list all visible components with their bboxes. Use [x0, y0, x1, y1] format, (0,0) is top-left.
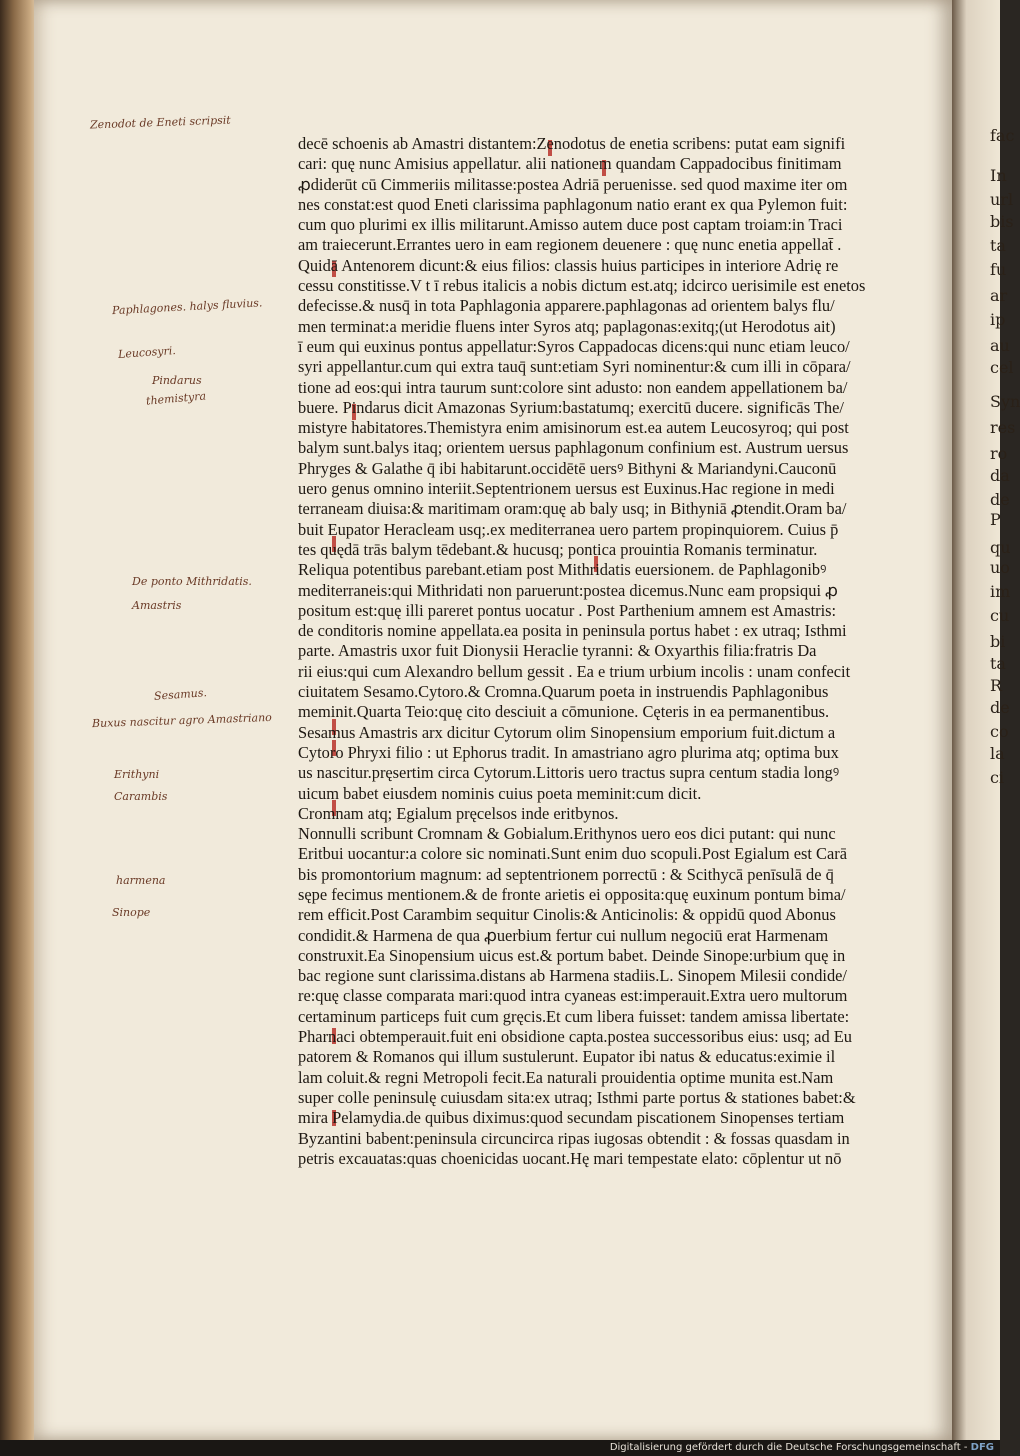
marginal-note: Buxus nascitur agro Amastriano [91, 710, 273, 731]
text-line: parte. Amastris uxor fuit Dionysii Heraclie tyranni: & Oxyarthis filia:fratris Da [298, 641, 817, 661]
facing-page-fragment: de [990, 698, 1010, 717]
facing-page-fragment: im [990, 582, 1011, 601]
text-line: ciuitatem Sesamo.Cytoro.& Cromna.Quarum poeta in instruendis Paphlagonibus [298, 682, 829, 702]
text-line: re:quę classe comparata mari:quod intra cyaneas est:imperauit.Extra uero multorum [298, 986, 848, 1006]
marginal-note: Leucosyri. [117, 343, 177, 362]
text-line: rii eius:qui cum Alexandro bellum gessit . Ea e trium urbium incolis : unam confecit [298, 661, 851, 681]
text-line: condidit.& Harmena de qua ꝓuerbium fertur cui nullum negociū erat Harmenam [298, 925, 829, 945]
text-line: cari: quę nunc Amisius appellatur. alii nationem quandam Cappadocibus finitimam [298, 154, 842, 174]
facing-page-fragment: cel [990, 358, 1014, 377]
text-line: nes constat:est quod Eneti clarissima paphlagonum natio erant ex qua Pylemon fuit: [298, 194, 848, 214]
text-line: ī eum qui euxinus pontus appellatur:Syros Cappadocas dicens:qui nunc etiam leuco/ [298, 336, 850, 356]
facing-page-edge [952, 0, 1020, 1440]
marginal-note: Carambis [114, 790, 168, 803]
facing-page-fragment: ci [990, 768, 1005, 787]
text-line: mistyre habitatores.Themistyra enim amisinorum est.ea autem Leucosyroq; qui post [298, 418, 849, 438]
facing-page-fragment: P [990, 510, 1001, 529]
text-line: petris excauatas:quas choenicidas uocant.Hę mari tempestate elato: cōplentur ut nō [298, 1148, 842, 1168]
marginal-note: Pindarus [152, 374, 202, 387]
facing-page-fragment: co [990, 722, 1009, 741]
facing-page-fragment: uo [990, 558, 1010, 577]
text-line: Reliqua potentibus parebant.etiam post Mithridatis euersionem. de Paphlagonibꝰ [298, 560, 827, 580]
text-line: rem efficit.Post Carambim sequitur Cinolis:& Anticinolis: & oppidū quod Abonus [298, 905, 836, 925]
text-line: syri appellantur.cum qui extra tauq̄ sunt:etiam Syri nominentur:& cum illi in cōpara/ [298, 357, 851, 377]
facing-page-fragment: ar [990, 286, 1008, 305]
digitization-footer [0, 1440, 1000, 1456]
facing-page-fragment: ta [990, 654, 1006, 673]
facing-page-fragment: da [990, 466, 1010, 485]
text-line: bac regione sunt clarissima.distans ab Harmena stadiis.L. Sinopem Milesii condide/ [298, 966, 847, 986]
text-line: Nonnulli scribunt Cromnam & Gobialum.Erithynos uero eos dici putant: qui nunc [298, 824, 836, 844]
text-line: meminit.Quarta Teio:quę cito desciuit a cōmunione. Cęteris in ea permanentibus. [298, 702, 830, 722]
marginal-note: Zenodot de Eneti scripsit [89, 113, 231, 132]
dfg-logo: DFG [970, 1442, 994, 1453]
facing-page-fragment: de [990, 490, 1010, 509]
text-line: construxit.Ea Sinopensium uicus est.& portum babet. Deinde Sinope:urbium quę in [298, 945, 846, 965]
facing-page-fragment: ip [990, 310, 1006, 329]
text-line: de conditoris nomine appellata.ea posita in peninsula portus habet : ex utraq; Isthmi [298, 621, 847, 641]
marginal-note: Sesamus. [153, 686, 208, 703]
text-line: Quidā Antenorem dicunt:& eius filios: classis huius participes in interiore Adrię re [298, 255, 839, 275]
text-line: men terminat:a meridie fluens inter Syros atq; paplagonas:exitq;(ut Herodotus ait) [298, 316, 836, 336]
text-line: mira Pelamydia.de quibus diximus:quod secundam piscationem Sinopenses tertiam [298, 1108, 845, 1128]
facing-page-fragment: bis [990, 212, 1014, 231]
text-line: cessu constitisse.V t ī rebus italicis a nobis dictum est.atq; idcirco uerisimile est enetos [298, 276, 866, 296]
text-line: ꝓdiderūt cū Cimmeriis militasse:postea Adriā peruenisse. sed quod maxime iter om [298, 174, 848, 194]
text-line: super colle peninsulę cuiusdam sita:ex utraq; Isthmi parte portus & stationes babet:& [298, 1087, 856, 1107]
text-line: Pharnaci obtemperauit.fuit eni obsidione capta.postea successoribus eius: usq; ad Eu [298, 1027, 852, 1047]
text-line: uicum babet eiusdem nominis cuius poeta meminit:cum dicit. [298, 783, 702, 803]
text-line: Eritbui uocantur:a colore sic nominati.Sunt enim duo scopuli.Post Egialum est Carā [298, 844, 847, 864]
facing-page-fragment: fu [990, 260, 1007, 279]
facing-page-fragment: res [990, 418, 1016, 437]
facing-page-fragment: R [990, 676, 1003, 695]
text-line: uero genus omnino interiit.Septentrionem uersus est Euxinus.Hac regione in medi [298, 479, 835, 499]
marginal-note: harmena [116, 874, 166, 887]
facing-page-fragment: In [990, 166, 1007, 185]
text-line: Cytoro Phryxi filio : ut Ephorus tradit. In amastriano agro plurima atq; optima bux [298, 742, 839, 762]
text-line: sępe fecimus mentionem.& de fronte arietis ei opposita:quę euxinum pontum bima/ [298, 884, 846, 904]
facing-page-fragment: url [990, 190, 1014, 209]
facing-page-fragment: ro [990, 444, 1008, 463]
footer-credit: Digitalisierung gefördert durch die Deutsche Forschungsgemeinschaft - [609, 1442, 968, 1453]
text-line: Byzantini babent:peninsula circuncirca ripas iugosas obtendit : & fossas quasdam in [298, 1128, 850, 1148]
text-line: balym sunt.balys itaq; orientem uersus paphlagonum confinium est. Austrum uersus [298, 438, 849, 458]
text-line: certaminum particeps fuit cum gręcis.Et cum libera fuisset: tandem amissa libertate: [298, 1006, 850, 1026]
marginal-note: Paphlagones. halys fluvius. [111, 296, 263, 318]
facing-page-fragment: la [990, 744, 1005, 763]
text-line: bis promontorium magnum: ad septentrionem porrectū : & Scithycā penīsulā de q̄ [298, 864, 834, 884]
text-line: defecisse.& nusq̄ in tota Paphlagonia apparere.paphlagonas ad orientem balys flu/ [298, 296, 835, 316]
text-line: tione ad eos:qui intra taurum sunt:colore sint adusto: non eandem appellationem ba/ [298, 377, 848, 397]
marginal-note: De ponto Mithridatis. Amastris [132, 575, 252, 612]
facing-page-fragment: ta [990, 236, 1006, 255]
facing-page-fragment: Syn [990, 392, 1020, 411]
text-line: lam coluit.& regni Metropoli fecit.Ea naturali prouidentia optime munita est.Nam [298, 1067, 834, 1087]
marginal-note: Sinope [112, 906, 151, 919]
text-line: us nascitur.pręsertim circa Cytorum.Littoris uero tractus supra centum stadia longꝰ [298, 763, 840, 783]
marginal-note: Erithyni [114, 768, 160, 781]
text-line: am traiecerunt.Errantes uero in eam regionem deuenere : quę nunc enetia appellat̄ . [298, 235, 842, 255]
text-line: cum quo plurimi ex illis militarunt.Amisso autem duce post captam troiam:in Traci [298, 215, 843, 235]
facing-page-fragment: qu [990, 538, 1011, 557]
text-line: Phryges & Galathe q̄ ibi habitarunt.occidētē uersꝰ Bithyni & Mariandyni.Cauconū [298, 458, 837, 478]
text-line: patorem & Romanos qui illum sustulerunt. Eupator ibi natus & educatus:eximie il [298, 1047, 836, 1067]
text-line: mediterraneis:qui Mithridati non paruerunt:postea dicemus.Nunc eam propsiqui ꝓ [298, 580, 838, 600]
text-line: buere. Pindarus dicit Amazonas Syrium:bastatumq; exercitū ducere. significās The/ [298, 397, 844, 417]
text-line: positum est:quę illi pareret pontus uocatur . Post Parthenium amnem est Amastris: [298, 600, 837, 620]
incunable-body-text [298, 134, 898, 1169]
text-line: buit Eupator Heracleam usq;.ex mediterranea uero partem propinquiorem. Cuius p̄ [298, 519, 839, 539]
text-line: Sesamus Amastris arx dicitur Cytorum olim Sinopensium emporium fuit.dictum a [298, 722, 836, 742]
marginal-note: themistyra [145, 389, 207, 408]
text-line: Cromnam atq; Egialum pręcelsos inde eritbynos. [298, 803, 619, 823]
text-line: terraneam diuisa:& maritimam oram:quę ab baly usq; in Bithyniā ꝓtendit.Oram ba/ [298, 499, 847, 519]
facing-page-fragment: fac [990, 126, 1015, 145]
facing-page-fragment: au [990, 336, 1010, 355]
facing-page-fragment: cu [990, 606, 1010, 625]
facing-page-fragment: bi [990, 632, 1006, 651]
text-line: decē schoenis ab Amastri distantem:Zenodotus de enetia scribens: putat eam signifi [298, 134, 846, 153]
text-line: tes quędā trās balym tēdebant.& hucusq; pontica prouintia Romanis terminatur. [298, 539, 818, 559]
